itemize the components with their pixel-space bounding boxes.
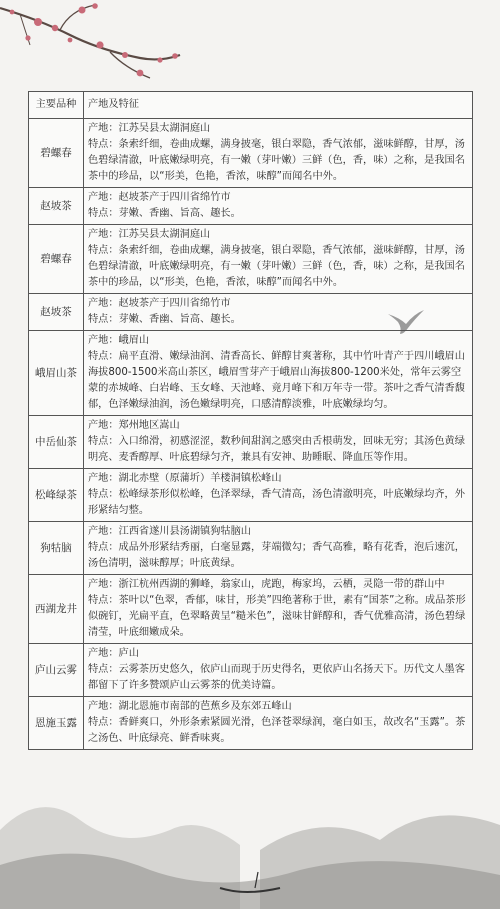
tea-name: 赵坡茶 <box>29 294 84 331</box>
table-row <box>29 469 473 522</box>
tea-info <box>84 294 473 331</box>
table-row <box>29 119 473 188</box>
tea-origin: 产地：浙江杭州西湖的狮峰，翁家山，虎跑，梅家坞，云栖，灵隐一带的群山中 <box>88 579 445 590</box>
tea-origin: 产地：湖北恩施市南部的芭蕉乡及东郊五峰山 <box>88 701 292 712</box>
tea-info <box>84 416 473 469</box>
tea-info <box>84 469 473 522</box>
tea-features: 特点：云雾茶历史悠久，依庐山而现于历史得名，更依庐山名扬天下。历代文人墨客都留下了许多赞颂庐山云雾茶的优美诗篇。 <box>88 664 465 691</box>
header-origin-features: 产地及特征 <box>84 92 473 119</box>
header-variety: 主要品种 <box>29 92 84 119</box>
table-row <box>29 188 473 225</box>
tea-name: 狗牯脑 <box>29 522 84 575</box>
tea-features: 特点：入口绵滑，初感涩涩，数秒间甜润之感突由舌根萌发，回味无穷；其汤色黄绿明亮、麦香醇厚、叶底碧绿匀齐，兼具有安神、助睡眠、降血压等作用。 <box>88 436 465 463</box>
tea-origin: 产地：江西省遂川县汤湖镇狗牯脑山 <box>88 526 251 537</box>
tea-info <box>84 522 473 575</box>
table-row <box>29 331 473 416</box>
tea-origin: 产地：湖北赤壁（原蒲圻）羊楼洞镇松峰山 <box>88 473 282 484</box>
tea-info <box>84 331 473 416</box>
tea-origin: 产地：赵坡茶产于四川省绵竹市 <box>88 298 231 309</box>
tea-name: 碧螺春 <box>29 225 84 294</box>
plum-blossom-branch <box>0 0 200 90</box>
table-row <box>29 522 473 575</box>
tea-info <box>84 119 473 188</box>
tea-features: 特点：芽嫩、香幽、旨高、趣长。 <box>88 208 241 219</box>
tea-name: 中岳仙茶 <box>29 416 84 469</box>
tea-origin: 产地：赵坡茶产于四川省绵竹市 <box>88 192 231 203</box>
tea-features: 特点：条索纤细，卷曲成螺，满身披毫，银白翠隐，香气浓郁，滋味鲜醇，甘厚，汤色碧绿清澈，叶底嫩绿明亮，有一嫩（芽叶嫩）三鲜（色，香，味）之称，是我国名茶中的珍品，以“形美，色艳，香浓，味醇”而闻名中外。 <box>88 139 465 182</box>
table-row <box>29 416 473 469</box>
tea-features: 特点：条索纤细，卷曲成螺，满身披毫，银白翠隐，香气浓郁，滋味鲜醇，甘厚，汤色碧绿清澈，叶底嫩绿明亮，有一嫩（芽叶嫩）三鲜（色，香，味）之称，是我国名茶中的珍品，以“形美，色艳，香浓，味醇”而闻名中外。 <box>88 245 465 288</box>
tea-features: 特点：香鲜爽口，外形条索紧圆光滑，色泽苍翠绿润，毫白如玉，故改名“玉露”。茶之汤色、叶底绿亮、鲜香味爽。 <box>88 717 466 744</box>
tea-name: 庐山云雾 <box>29 644 84 697</box>
table-row <box>29 225 473 294</box>
tea-origin: 产地：郑州地区嵩山 <box>88 420 180 431</box>
tea-features: 特点：成品外形紧结秀丽，白毫显露，芽端微勾；香气高雅，略有花香，泡后速沉，汤色清明，滋味醇厚；叶底黄绿。 <box>88 542 465 569</box>
tea-origin: 产地：峨眉山 <box>88 335 150 346</box>
tea-origin: 产地：江苏吴县太湖洞庭山 <box>88 123 211 134</box>
tea-name: 碧螺春 <box>29 119 84 188</box>
tea-info <box>84 697 473 750</box>
table-row <box>29 294 473 331</box>
tea-name: 松峰绿茶 <box>29 469 84 522</box>
tea-features: 特点：芽嫩、香幽、旨高、趣长。 <box>88 314 241 325</box>
tea-info <box>84 225 473 294</box>
tea-name: 峨眉山茶 <box>29 331 84 416</box>
tea-variety-table <box>28 91 473 750</box>
tea-origin: 产地：庐山 <box>88 648 139 659</box>
tea-name: 赵坡茶 <box>29 188 84 225</box>
tea-origin: 产地：江苏吴县太湖洞庭山 <box>88 229 211 240</box>
tea-features: 特点：松峰绿茶形似松峰，色泽翠绿，香气清高，汤色清澈明亮，叶底嫩绿均齐，外形紧结匀整。 <box>88 489 465 516</box>
tea-features: 特点：茶叶以“色翠，香郁，味甘，形美”四绝著称于世，素有“国茶”之称。成品茶形似碗钉，光扁平直，色翠略黄呈“糙米色”，滋味甘鲜醇和，香气优雅高清，汤色碧绿清莹，叶底细嫩成朵。 <box>88 595 466 638</box>
table-row <box>29 644 473 697</box>
tea-info <box>84 188 473 225</box>
tea-info <box>84 644 473 697</box>
table-row <box>29 575 473 644</box>
tea-info <box>84 575 473 644</box>
ink-mountain-landscape <box>0 770 500 909</box>
tea-name: 恩施玉露 <box>29 697 84 750</box>
tea-name: 西湖龙井 <box>29 575 84 644</box>
table-header-row <box>29 92 473 119</box>
table-row <box>29 697 473 750</box>
tea-features: 特点：扁平直滑、嫩绿油润、清香高长、鲜醇甘爽著称，其中竹叶青产于四川峨眉山海拔800-1500米高山茶区，峨眉雪芽产于峨眉山海拔800-1200米处，常年云雾空蒙的赤城峰、白岩峰、玉女峰、天池峰、竟月峰下和万年寺一带。茶叶之香气清香馥郁，色泽嫩绿油润，汤色嫩绿明亮，口感清醇淡雅，叶底嫩绿均匀。 <box>88 351 465 410</box>
